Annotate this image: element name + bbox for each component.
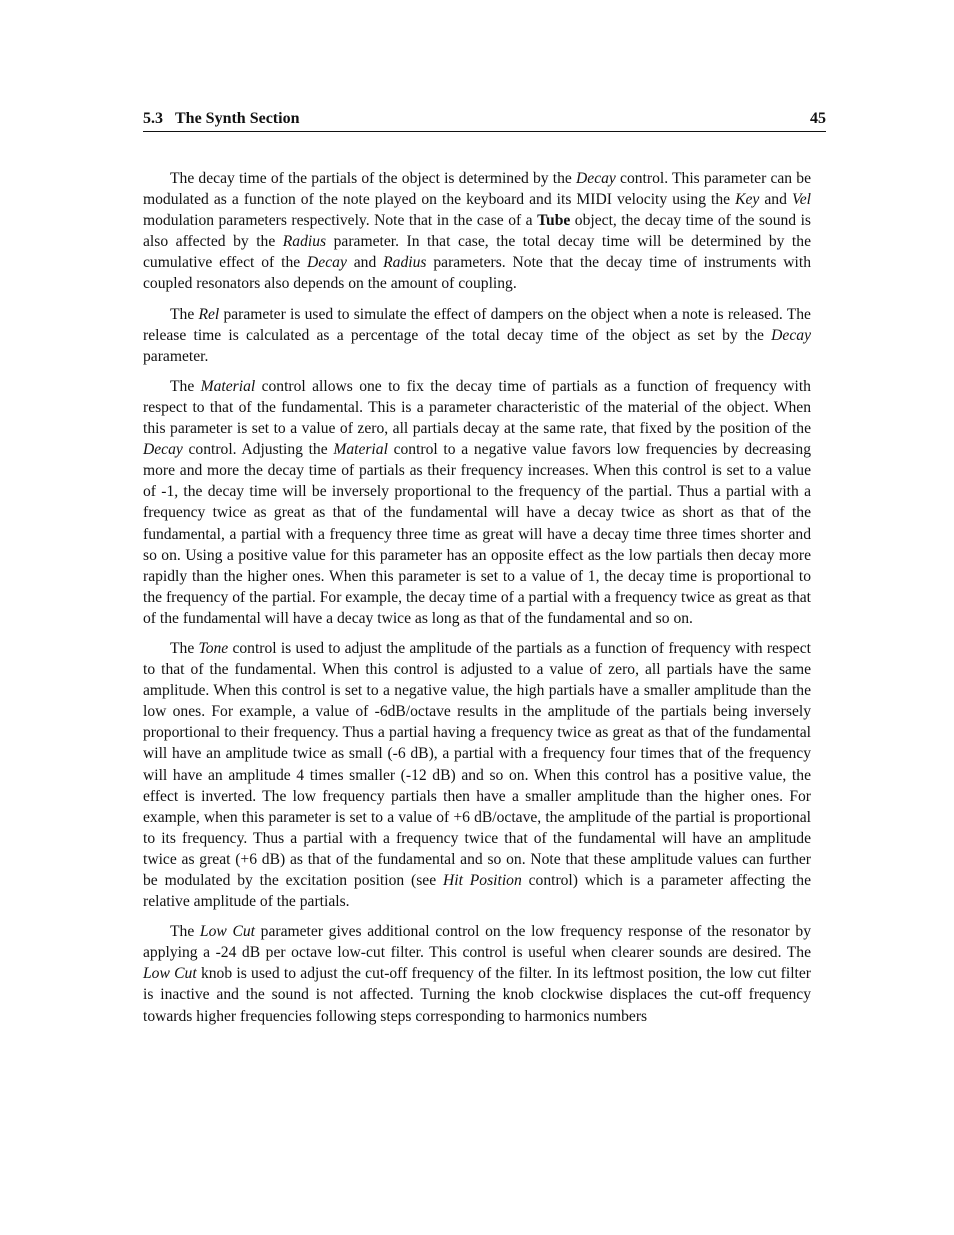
paragraph [143, 376, 811, 629]
emphasis-text: Tone [198, 639, 229, 657]
text-run: parameter. [143, 347, 209, 365]
emphasis-text: Key [735, 191, 760, 209]
emphasis-text: Radius [383, 254, 427, 272]
emphasis-text: Low Cut [143, 965, 197, 983]
text-run: The decay time of the partials of the object is determined by the [170, 170, 577, 187]
section-title: The Synth Section [175, 110, 300, 127]
paragraph [143, 921, 811, 1026]
text-run: control. Adjusting the [182, 441, 334, 459]
text-run: control. This parameter can be modulated as a function of the note played on the keyboard and its MIDI velocity using the [143, 170, 811, 209]
text-run: The [170, 923, 200, 941]
body-text [143, 168, 811, 1036]
emphasis-text: Low Cut [199, 923, 255, 941]
emphasis-text: Decay [143, 441, 183, 459]
text-run: parameter gives additional control on the low frequency response of the resonator by applying a -24 dB per octave low-cut filter. This control is useful when clearer sounds are desired. The [143, 923, 811, 962]
text-run: parameter. In that case, the total decay time will be determined by the cumulative effect of the [143, 233, 811, 272]
text-run: control) which is a parameter affecting the relative amplitude of the partials. [143, 872, 811, 911]
page-number: 45 [810, 110, 826, 127]
emphasis-text: Vel [791, 191, 811, 209]
emphasis-text: Decay [576, 170, 616, 187]
emphasis-text: Decay [771, 326, 811, 344]
text-run: control to a negative value favors low frequencies by decreasing more and more the decay time of partials as their frequency increases. When this control is set to a value of -1, the decay time will be inversely proportional to the frequency of the partial. Thus a partial with a frequency twice as great as that of the fundamental will have a decay twice as short as that of the fundamental, a partial with a frequency three time as great will have a decay time three times shorter and so on. Using a positive value for this parameter has an opposite effect as the low partials then decay more rapidly than the higher ones. When this parameter is set to a value of 1, the decay time is proportional to the frequency of the partial. For example, the decay time of a partial with a frequency twice as great as that of the fundamental will have a decay twice as long as that of the fundamental and so on. [143, 441, 811, 627]
running-header [143, 110, 826, 132]
text-run: object, the decay time of the sound is also affected by the [143, 212, 811, 251]
emphasis-text: Hit Position [442, 872, 522, 889]
paragraph [143, 168, 811, 295]
emphasis-text: Rel [198, 305, 220, 323]
paragraph [143, 638, 811, 912]
text-run: modulation parameters respectively. Note that in the case of a [143, 212, 538, 230]
text-run: and [759, 191, 792, 209]
section-number: 5.3 [143, 110, 163, 127]
text-run: The [170, 305, 199, 323]
paragraph [143, 304, 811, 367]
emphasis-text: Material [333, 441, 388, 459]
text-run: The [170, 639, 199, 657]
text-run: parameters. Note that the decay time of instruments with coupled resonators also depends on the amount of coupling. [143, 254, 811, 293]
text-run: The [170, 377, 201, 395]
text-run: control is used to adjust the amplitude of the partials as a function of frequency with respect to that of the fundamental. When this control is adjusted to a value of zero, all partials have the same amplitude. When this control is set to a negative value, the high partials have a smaller amplitude than the low ones. For example, a value of -6dB/octave results in the amplitude of the partials being inversely proportional to their frequency. Thus a partial having a frequency twice as great as that of the fundamental will have an amplitude twice as small (-6 dB), a partial with a frequency four times that of the frequency will have an amplitude 4 times smaller (-12 dB) and so on. When this control has a positive value, the effect is inverted. The low frequency partials then have a smaller amplitude than the higher ones. For example, when this parameter is set to a value of +6 dB/octave, the amplitude of the partial is proportional to its frequency. Thus a partial with a frequency twice that of the fundamental will have an amplitude twice as great (+6 dB) as that of the fundamental and so on. Note that these amplitude values can further be modulated by the excitation position (see [143, 639, 811, 889]
section-heading [143, 110, 299, 128]
emphasis-text: Decay [307, 254, 347, 272]
emphasis-text: Radius [282, 233, 327, 251]
text-run: and [346, 254, 384, 272]
text-run: control allows one to fix the decay time of partials as a function of frequency with respect to that of the fundamental. This is a parameter characteristic of the material of the object. When this parameter is set to a value of zero, all partials decay at the same rate, that fixed by the position of the [143, 377, 811, 438]
emphasis-text: Material [200, 377, 256, 395]
text-run: knob is used to adjust the cut-off frequency of the filter. In its leftmost position, the low cut filter is inactive and the sound is not affected. Turning the knob clockwise displaces the cut-off frequency towards higher frequencies following steps corresponding to harmonics numbers [143, 965, 811, 1025]
text-run: parameter is used to simulate the effect of dampers on the object when a note is released. The release time is calculated as a percentage of the total decay time of the object as set by the [143, 305, 811, 344]
bold-text: Tube [537, 212, 571, 230]
